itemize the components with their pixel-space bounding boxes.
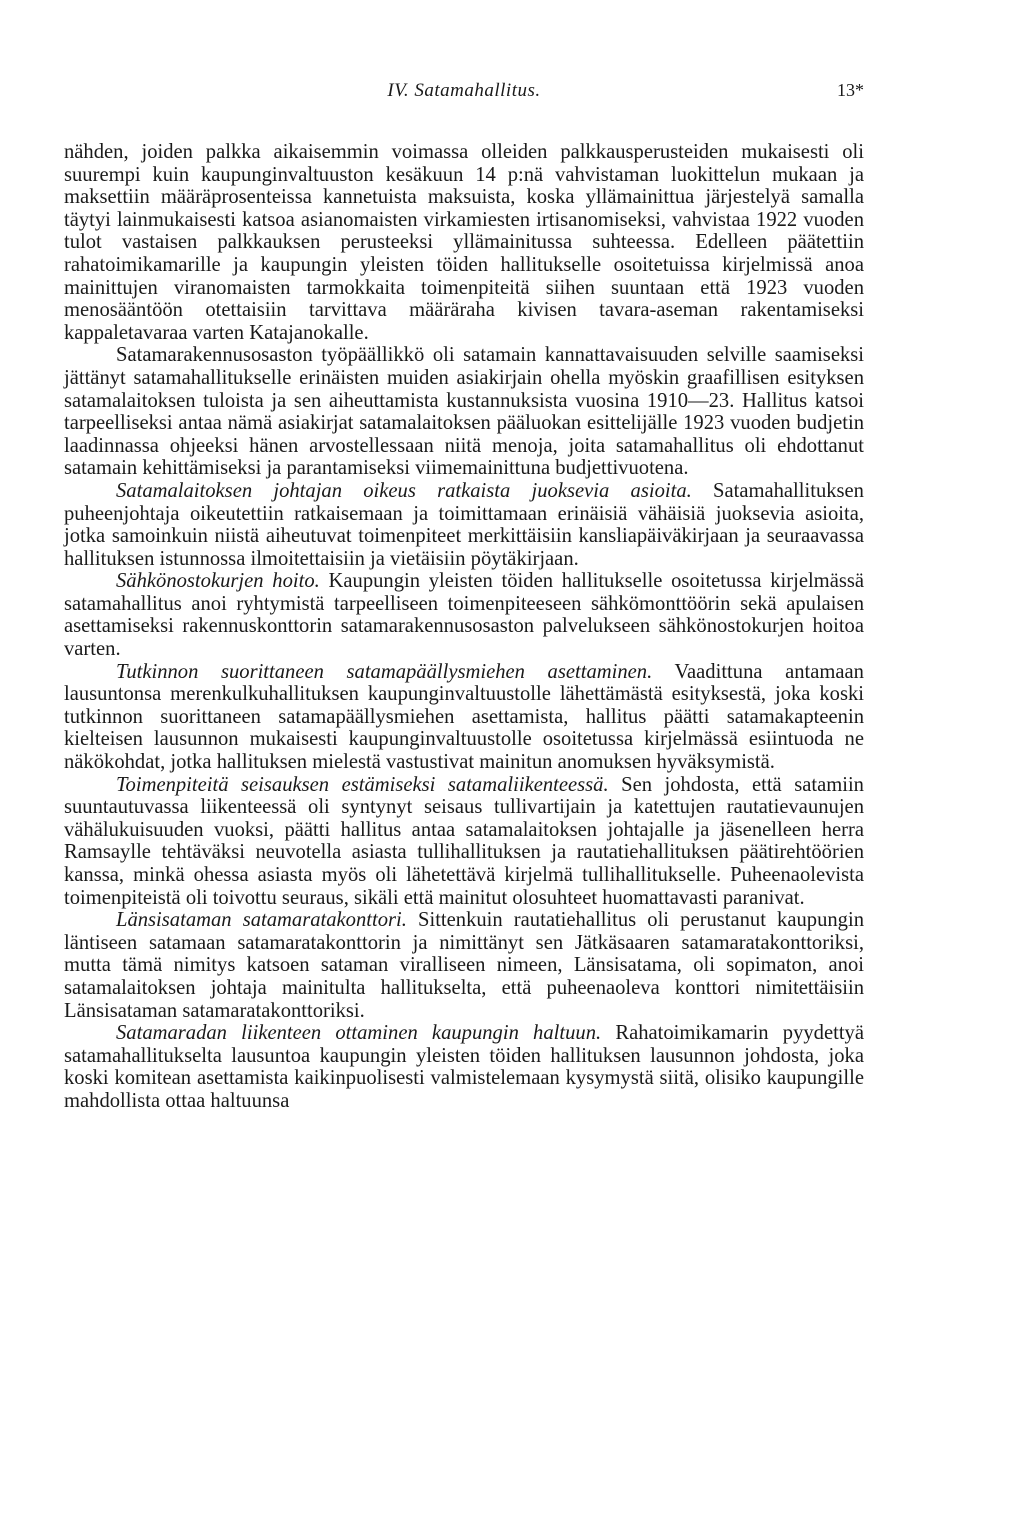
section-heading: Satamalaitoksen johtajan oikeus ratkaista juoksevia asioita. xyxy=(116,479,692,502)
section-heading: Satamaradan liikenteen ottaminen kaupungin haltuun. xyxy=(116,1022,602,1045)
paragraph xyxy=(64,1022,864,1112)
paragraph-text: nähden, joiden palkka aikaisemmin voimassa olleiden palkkausperusteiden mukaisesti oli suurempi kuin kaupunginvaltuuston kesäkuun 14 p:nä vahvistaman luokittelun mukaan ja maksettiin määräprosenteissa kannetuista maksuista, koska yllämainittua järjestelyä samalla täytyi lainmukaisesti katsoa asianomaisten virkamiesten irtisanomiseksi, vahvistaa 1922 vuoden tulot vastaisen palkkauksen perusteeksi yllämainitussa suhteessa. Edelleen päätettiin rahatoimikamarille ja kaupungin yleisten töiden hallitukselle osoitetuissa kirjelmissä anoa mainittujen viranomaisten tarmokkaita toimenpiteitä siihen suuntaan että 1923 vuoden menosääntöön otettaisiin tarvittava määräraha kivisen tavara-aseman rakentamiseksi kappaletavaraa varten Katajanokalle. xyxy=(64,141,864,344)
paragraph-text: Satamarakennusosaston työpäällikkö oli satamain kannattavaisuuden selville saamiseksi jättänyt satamahallitukselle erinäisten muiden asiakirjain ohella myöskin graafillisen esityksen satamalaitoksen tuloista ja sen aiheuttamista kustannuksista vuosina 1910—23. Hallitus katsoi tarpeelliseksi antaa nämä asiakirjat satamalaitoksen pääluokan esittelijälle 1923 vuoden budjetin laadinnassa ohjeeksi hänen arvostellessaan niitä menoja, joita satamahallitus oli ehdottanut satamain kehittämiseksi ja parantamiseksi viimemainittuna budjettivuotena. xyxy=(64,344,864,480)
section-heading: Tutkinnon suorittaneen satamapäällysmiehen asettaminen. xyxy=(116,660,653,683)
paragraph-text: Sittenkuin rautatiehallitus oli perustanut kaupungin läntiseen satamaan satamaratakonttorin ja nimittänyt sen Jätkäsaaren satamaratakonttoriksi, mutta tämä nimitys katsoen sataman viralliseen nimeen, Länsisatama, oli sopimaton, anoi satamalaitoksen johtaja mainitulta hallitukselta, että puheenaoleva konttori nimitettäisiin Länsisataman satamaratakonttoriksi. xyxy=(64,909,864,1022)
section-heading: Sähkönostokurjen hoito. xyxy=(116,570,320,593)
running-header xyxy=(64,80,864,110)
section-heading: Toimenpiteitä seisauksen estämiseksi satamaliikenteessä. xyxy=(116,773,609,796)
paragraph-text: Sen johdosta, että satamiin suuntautuvassa liikenteessä oli syntynyt seisaus tullivartijain ja katettujen rautatievaunujen vähälukuisuuden vuoksi, päätti hallitus antaa satamalaitoksen johtajalle ja jäsenelleen herra Ramsaylle tehtäväksi neuvotella asiasta tullihallituksen ja rautatiehallituksen päätirehtöörien kanssa, minkä ohessa asiasta myös oli lähetettävä kirjelmä tullihallitukselle. Puheenaolevista toimenpiteistä oli toivottu seuraus, sikäli että mainitut olosuhteet huomattavasti paranivat. xyxy=(64,773,864,909)
paragraph xyxy=(64,909,864,1022)
paragraph xyxy=(64,480,864,570)
body-text xyxy=(64,141,864,1113)
paragraph-text: Vaadittuna antamaan lausuntonsa merenkulkuhallituksen kaupunginvaltuustolle lähettämästä esityksestä, joka koski tutkinnon suorittaneen satamapäällysmiehen asettamista, hallitus päätti satamakapteenin kielteisen lausunnon mukaisesti kaupunginvaltuustolle osoitetussa kirjelmässä esiintuoda ne näkökohdat, jotka hallituksen mielestä vastustivat mainitun anomuksen hyväksymistä. xyxy=(64,660,864,774)
page-number: 13* xyxy=(837,80,864,100)
paragraph-text: Rahatoimikamarin pyydettyä satamahallitukselta lausuntoa kaupungin yleisten töiden hallituksen lausunnon johdosta, joka koski komitean asettamista kaikinpuolisesti valmistelemaan kysymystä siitä, olisiko kaupungille mahdollista ottaa haltuunsa xyxy=(64,1022,864,1112)
paragraph xyxy=(64,141,864,344)
section-heading: Länsisataman satamaratakonttori. xyxy=(116,909,407,932)
paragraph-text: Satamahallituksen puheenjohtaja oikeutettiin ratkaisemaan ja toimittamaan erinäisiä vähäisiä juoksevia asioita, jotka samoinkuin niistä aiheutuvat toimenpiteet merkittäisiin kansliapäiväkirjaan ja seuraavassa hallituksen istunnossa ilmoitettaisiin ja vietäisiin pöytäkirjaan. xyxy=(64,479,864,570)
paragraph xyxy=(64,774,864,910)
chapter-title: IV. Satamahallitus. xyxy=(387,80,541,101)
paragraph xyxy=(64,661,864,774)
paragraph xyxy=(64,570,864,660)
paragraph-text: Kaupungin yleisten töiden hallitukselle osoitetussa kirjelmässä satamahallitus anoi ryhtymistä tarpeelliseen toimenpiteeseen sähkömonttöörin sekä apulaisen asettamiseksi rakennuskonttorin satamarakennusosaston palvelukseen sähkönostokurjen hoitoa varten. xyxy=(64,570,865,661)
paragraph xyxy=(64,344,864,480)
